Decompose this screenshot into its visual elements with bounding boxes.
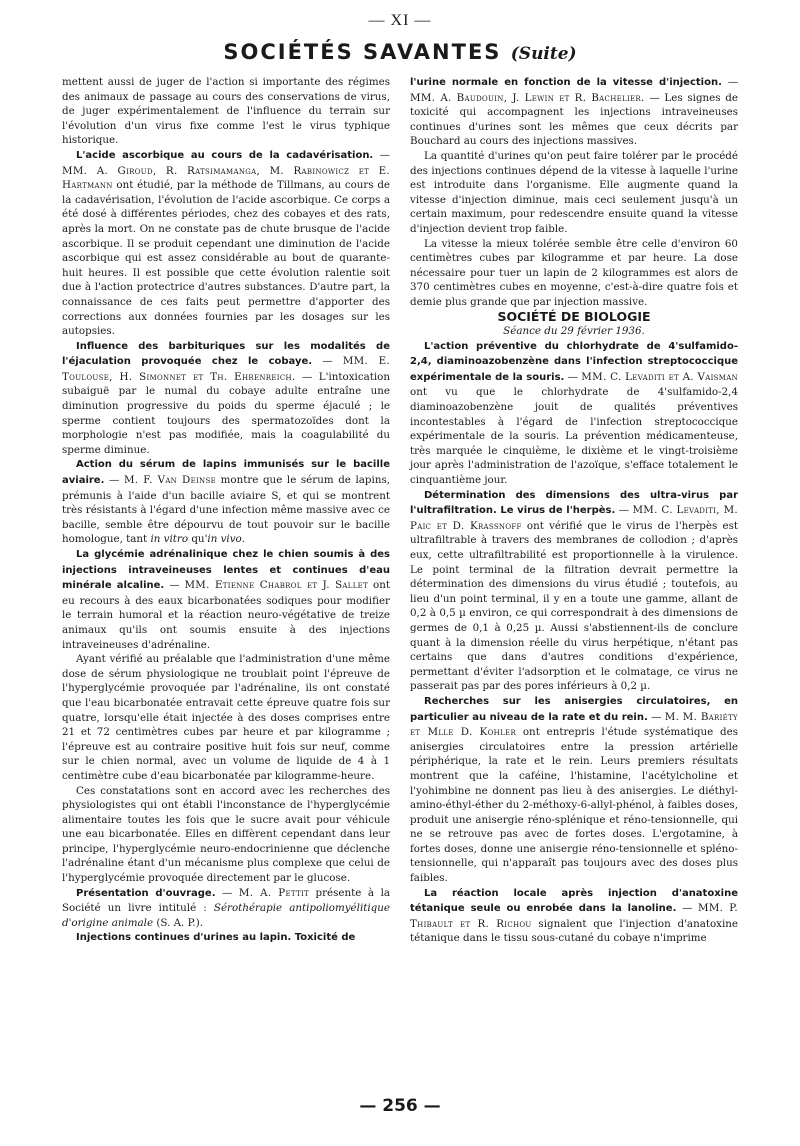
article-title: l'urine normale en fonction de la vitesse d'injection. bbox=[410, 77, 722, 88]
page-roman-number: — XI — bbox=[368, 12, 432, 29]
article-authors: M. A. Pettit bbox=[238, 886, 309, 899]
article-text: montre que le sérum de lapins, prémunis à l'aide d'un bacille aviaire S, et qui se montrent très résistants à l'égard d'une infection même massive avec ce bacille, semble être dépourvu de tout pouvoir sur le bacille homologue, tant bbox=[62, 474, 391, 546]
dash: — bbox=[682, 902, 693, 915]
article-urine-injections bbox=[62, 930, 390, 946]
right-column bbox=[410, 75, 738, 946]
article-text: (S. A. P.). bbox=[156, 916, 203, 929]
italic-term: in vivo bbox=[207, 533, 242, 546]
article-ascorbic-acid bbox=[62, 148, 390, 339]
dash: — bbox=[567, 370, 578, 383]
article-book-presentation bbox=[62, 886, 390, 931]
article-title: L'action préventive du chlorhydrate de 4'sulfamido-2,4, diaminoazobenzène dans l'infection streptococcique expérimentale de la souris. bbox=[410, 340, 738, 383]
article-ultravirus bbox=[410, 488, 738, 694]
article-authors: MM. A. Baudouin, J. Lewin et R. Bachelier. bbox=[410, 91, 645, 104]
article-title: Action du sérum de lapins immunisés sur le bacille aviaire. bbox=[62, 459, 390, 487]
article-glycemia bbox=[62, 547, 390, 652]
article-authors: MM. A. Giroud, R. Ratsimamanga, M. Rabinowicz et E. Hartmann bbox=[62, 164, 390, 192]
article-title: Recherches sur les anisergies circulatoires, en particulier au niveau de la rate et du rein. bbox=[410, 695, 738, 723]
book-title: Sérothérapie antipoliomyélitique d'origine animale bbox=[62, 902, 390, 929]
article-text: ont eu recours à des eaux bicarbonatées sodiques pour modifier le terrain humoral et la réaction neuro-végétative de treize animaux qu'ils ont soumis ensuite à des injections intraveineuses d'adrénaline. bbox=[62, 579, 390, 651]
article-serum-rabbits bbox=[62, 457, 390, 547]
section-date: Séance du 29 février 1936. bbox=[503, 325, 645, 338]
page-number: — 256 — bbox=[359, 1096, 441, 1116]
article-text: ont étudié, par la méthode de Tillmans, au cours de la cadavérisation, l'évolution de l'acide ascorbique. Ce corps a été dosé à différentes périodes, chez des cobayes et des rats, après la mort. On ne constate pas de chute brusque de l'acide ascorbique. Il se produit cependant une diminution de l'acide ascorbique qui est assez considérable au bout de quarante-huit heures. Il est possible que cette évolution ralentie soit due à l'action protectrice d'autres substances. D'autre part, la connaissance de ces faits peut permettre d'apporter des corrections aux données fournies par les dosages sur les autopsies. bbox=[62, 179, 390, 338]
article-text: ont vu que le chlorhydrate de 4'sulfamido-2,4 diaminoazobenzène jouit de qualités préventives incontestables à l'égard de l'infection streptococcique expérimentale de la souris. La prévention médicamenteuse, très marquée le cinquième, le dixième et le vingt-troisième jour après l'administration de l'azoïque, s'efface totalement le cinquantième jour. bbox=[410, 386, 738, 487]
dash: — bbox=[651, 710, 662, 723]
running-title bbox=[0, 40, 800, 64]
dash: — bbox=[302, 370, 313, 383]
dash: — bbox=[727, 76, 738, 88]
article-authors: MM. P. Thibault et R. Richou bbox=[410, 902, 738, 930]
dash: — bbox=[618, 504, 630, 517]
article-text: ont vérifié que le virus de l'herpès est ultrafiltrable à travers des membranes de collodion ; d'après eux, cette ultrafiltrabilité est proportionnelle à la virulence. Le point terminal de la filtration devrait permettre la détermination des dimensions du virus étudié ; toutefois, au lieu d'un point terminal, il y en a toute une gamme, allant de 0,2 à 0,5 µ environ, ce qui correspondrait à des dimensions de germes de 0,1 à 0,25 µ. Aussi s'abstiennent-ils de conclure quant à la dimension réelle du virus herpétique, n'étant pas certains que dans d'autres conditions d'expérience, permettant d'éviter l'adsorption et le colmatage, ce virus ne passerait pas par des pores inférieurs à 0,2 µ. bbox=[410, 519, 738, 693]
paragraph: La vitesse la mieux tolérée semble être celle d'environ 60 centimètres cubes par kilogramme et par heure. La dose nécessaire pour tuer un lapin de 2 kilogrammes est alors de 370 centimètres cubes en moyenne, c'est-à-dire quatre fois et demie plus grande que par injection massive. bbox=[410, 237, 738, 308]
dash: — bbox=[322, 355, 333, 368]
article-title: L'acide ascorbique au cours de la cadavérisation. bbox=[76, 149, 374, 161]
article-anatoxin bbox=[410, 886, 738, 946]
article-title: La glycémie adrénalinique chez le chien soumis à des injections intraveineuses lentes et continues d'eau minérale alcaline. bbox=[62, 549, 390, 592]
article-authors: MM. C. Levaditi, M. Paic et D. Krassnoff bbox=[410, 504, 739, 532]
article-urine-injections-cont bbox=[410, 75, 738, 149]
dash: — bbox=[169, 579, 180, 592]
dash: — bbox=[379, 148, 390, 161]
paragraph-continuation: mettent aussi de juger de l'action si importante des régimes des animaux de passage au cours des conservations de virus, de juger expérimentalement de l'influence du terrain sur l'évolution d'un virus fixe comme l'est le virus typhique historique. bbox=[62, 76, 390, 147]
article-authors: M. M. Bariéty et Mlle D. Kohler bbox=[410, 710, 738, 739]
article-text: signalent que l'injection d'anatoxine tétanique dans le tissu sous-cutané du cobaye n'imprime bbox=[410, 917, 738, 945]
article-barbiturates bbox=[62, 339, 390, 458]
article-authors: MM. C. Levaditi et A. Vaisman bbox=[581, 370, 738, 383]
article-authors: MM. Etienne Chabrol et J. Sallet bbox=[184, 579, 369, 592]
article-text: présente à la Société un livre intitulé : bbox=[62, 886, 391, 915]
dash: — bbox=[649, 91, 660, 104]
article-sulfamido bbox=[410, 339, 738, 488]
running-title-suite: (Suite) bbox=[510, 44, 577, 64]
article-title: Injections continues d'urines au lapin. Toxicité de bbox=[76, 932, 356, 944]
article-text: . bbox=[241, 533, 246, 546]
article-authors: MM. E. Toulouse, H. Simonnet et Th. Ehrenreich. bbox=[62, 355, 390, 383]
dash: — bbox=[222, 886, 233, 899]
article-title: Présentation d'ouvrage. bbox=[76, 887, 216, 899]
article-anisergies bbox=[410, 694, 738, 886]
italic-term: in vitro bbox=[150, 533, 189, 546]
paragraph: La quantité d'urines qu'on peut faire tolérer par le procédé des injections continues dépend de la vitesse à laquelle l'urine est introduite dans l'organisme. Elle augmente quand la vitesse d'injection diminue, mais ceci seulement jusqu'à un certain maximum, pour redescendre ensuite quand la vitesse d'injection devient trop faible. bbox=[410, 149, 738, 235]
article-text: qu' bbox=[191, 533, 208, 546]
article-text: Les signes de toxicité qui accompagnent les injections intraveineuses continues d'urines sont les mêmes que ceux décrits par Bouchard au cours des injections massives. bbox=[410, 91, 738, 148]
left-column bbox=[62, 75, 390, 946]
running-title-main: SOCIÉTÉS SAVANTES bbox=[223, 40, 502, 64]
article-title: La réaction locale après injection d'anatoxine tétanique seule ou enrobée dans la lanoline. bbox=[410, 887, 738, 915]
article-title: Influence des barbituriques sur les modalités de l'éjaculation provoquée chez le cobaye. bbox=[62, 340, 390, 368]
article-authors: M. F. Van Deinse bbox=[123, 474, 216, 487]
paragraph: Ces constatations sont en accord avec les recherches des physiologistes qui ont établi l'inconstance de l'hyperglycémie alimentaire toutes les fois que le sucre avait pour véhicule une eau bicarbonatée. Elles en diffèrent cependant dans leur principe, l'hyperglycémie neuro-endocrinienne que déclenche l'adrénaline étant d'un mécanisme plus complexe que celui de l'hyperglycémie provoquée directement par le glucose. bbox=[62, 784, 390, 885]
section-title: SOCIÉTÉ DE BIOLOGIE bbox=[497, 308, 651, 324]
paragraph: Ayant vérifié au préalable que l'administration d'une même dose de sérum physiologique ne troublait point l'épreuve de l'hyperglycémie provoquée par l'adrénaline, ils ont constaté que l'eau bicarbonatée entravait cette épreuve quatre fois sur quatre, lorsqu'elle était injectée à des doses comprises entre 21 et 72 centimètres cubes par heure et par kilogramme ; l'épreuve est au contraire positive huit fois sur neuf, comme sur le chien normal, avec un volume de liquide de 4 à 1 centimètre cube d'eau bicarbonatée par kilogramme-heure. bbox=[62, 653, 390, 782]
article-text: ont entrepris l'étude systématique des anisergies circulatoires entre la pression artérielle périphérique, la rate et le rein. Leurs premiers résultats montrent que la caféine, l'histamine, l'acétylcholine et l'yohimbine ne donnent pas lieu à des anisergies. Le diéthyl-amino-éthyl-éther du 2-méthoxy-6-allyl-phénol, à faibles doses, produit une anisergie réno-splénique et réno-tensionnelle, qui ne se retrouve pas avec de fortes doses. L'ergotamine, à fortes doses, donne une anisergie réno-tensionnelle et spléno-tensionnelle, qui n'apparaît pas toujours avec des doses plus faibles. bbox=[410, 726, 738, 885]
article-title: Détermination des dimensions des ultra-virus par l'ultrafiltration. Le virus de l'herpès. bbox=[410, 489, 738, 517]
dash: — bbox=[109, 474, 120, 487]
article-text: L'intoxication subaiguë par le numal du cobaye adulte entraîne une diminution progressive du poids du sperme éjaculé ; le sperme contient toujours des spermatozoïdes dont la morphologie n'est pas modifiée, mais la coagulabilité du sperme diminue. bbox=[62, 370, 390, 456]
